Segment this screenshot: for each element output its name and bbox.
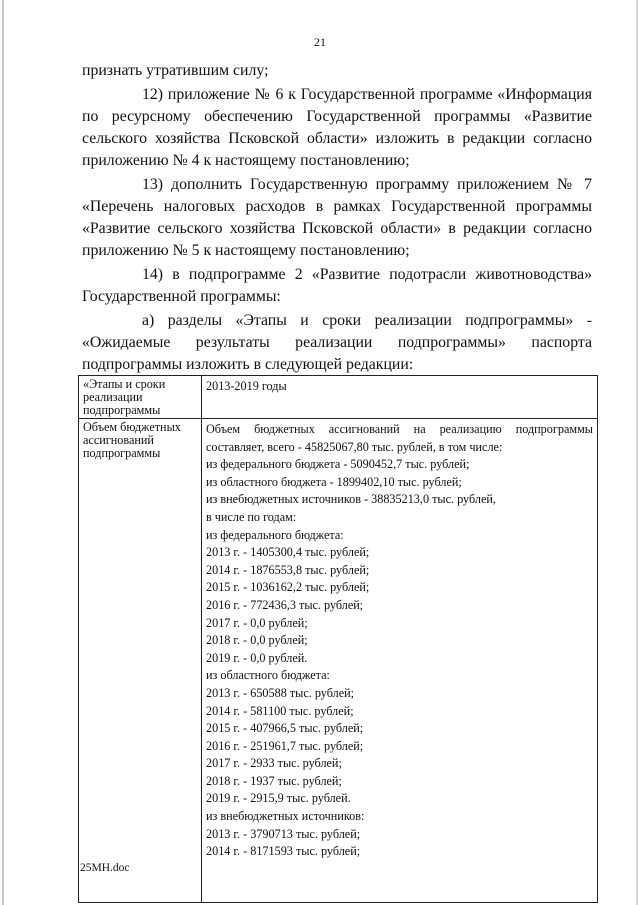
- budget-line: 2018 г. - 0,0 рублей;: [206, 633, 308, 648]
- row-value-stages: 2013-2019 годы: [202, 376, 598, 419]
- budget-line: 2017 г. - 0,0 рублей;: [206, 615, 308, 630]
- budget-line: 2018 г. - 1937 тыс. рублей;: [206, 773, 342, 788]
- passport-table: [78, 375, 598, 903]
- budget-line: 2015 г. - 1036162,2 тыс. рублей;: [206, 580, 370, 595]
- paragraph-item-14: 14) в подпрограмме 2 «Развитие подотрасли животноводства» Государственной программы:: [82, 266, 592, 305]
- row-label-stages: «Этапы и сроки реализации подпрограммы: [79, 376, 202, 419]
- table-row: [79, 376, 598, 419]
- page-number: 21: [314, 35, 326, 49]
- budget-line: 2015 г. - 407966,5 тыс. рублей;: [206, 721, 364, 736]
- budget-line: 2016 г. - 772436,3 тыс. рублей;: [206, 597, 364, 612]
- budget-line: из областного бюджета:: [206, 668, 330, 683]
- budget-line: 2019 г. - 2915,9 тыс. рублей.: [206, 791, 351, 806]
- budget-line: 2013 г. - 650588 тыс. рублей;: [206, 685, 355, 700]
- budget-details: [206, 421, 593, 901]
- budget-line: 2014 г. - 1876553,8 тыс. рублей;: [206, 562, 370, 577]
- document-body: [82, 60, 592, 376]
- scan-edge-left: [2, 0, 4, 905]
- budget-line: из федерального бюджета - 5090452,7 тыс. рублей;: [206, 457, 470, 472]
- budget-intro: Объем бюджетных ассигнований на реализацию подпрограммы составляет, всего - 45825067,80 тыс. рублей, в том числе:: [206, 422, 593, 454]
- table-row: [79, 419, 598, 903]
- paragraph-item-14a: а) разделы «Этапы и сроки реализации подпрограммы» - «Ожидаемые результаты реализации подпрограммы» паспорта подпрограммы изложить в следующей редакции:: [82, 312, 592, 373]
- row-value-budget: [202, 419, 598, 903]
- budget-line: 2014 г. - 8171593 тыс. рублей;: [206, 844, 361, 859]
- paragraph-continuation: признать утратившим силу;: [82, 62, 269, 79]
- paragraph-item-12: 12) приложение № 6 к Государственной программе «Информация по ресурсному обеспечению Государственной программы «Развитие сельского хозяйства Псковской области» изложить в редакции согласно приложению № 4 к настоящему постановлению;: [82, 86, 592, 169]
- budget-line: в числе по годам:: [206, 509, 297, 524]
- budget-line: из областного бюджета - 1899402,10 тыс. рублей;: [206, 474, 462, 489]
- budget-line: из внебюджетных источников:: [206, 809, 365, 824]
- budget-line: из внебюджетных источников - 38835213,0 тыс. рублей,: [206, 492, 496, 507]
- file-name-footer: 25МН.doc: [80, 862, 130, 874]
- row-label-budget: Объем бюджетных ассигнований подпрограммы: [79, 419, 202, 903]
- budget-line: 2014 г. - 581100 тыс. рублей;: [206, 703, 354, 718]
- budget-line: из федерального бюджета:: [206, 527, 344, 542]
- paragraph-item-13: 13) дополнить Государственную программу приложением № 7 «Перечень налоговых расходов в рамках Государственной программы «Развитие сельского хозяйства Псковской области» в редакции согласно приложению № 5 к настоящему постановлению;: [82, 176, 592, 259]
- budget-line: 2017 г. - 2933 тыс. рублей;: [206, 756, 342, 771]
- budget-line: 2019 г. - 0,0 рублей.: [206, 650, 308, 665]
- budget-line: 2016 г. - 251961,7 тыс. рублей;: [206, 738, 364, 753]
- budget-line: 2013 г. - 1405300,4 тыс. рублей;: [206, 545, 370, 560]
- scan-edge-right: [636, 0, 638, 905]
- budget-line: 2013 г. - 3790713 тыс. рублей;: [206, 826, 361, 841]
